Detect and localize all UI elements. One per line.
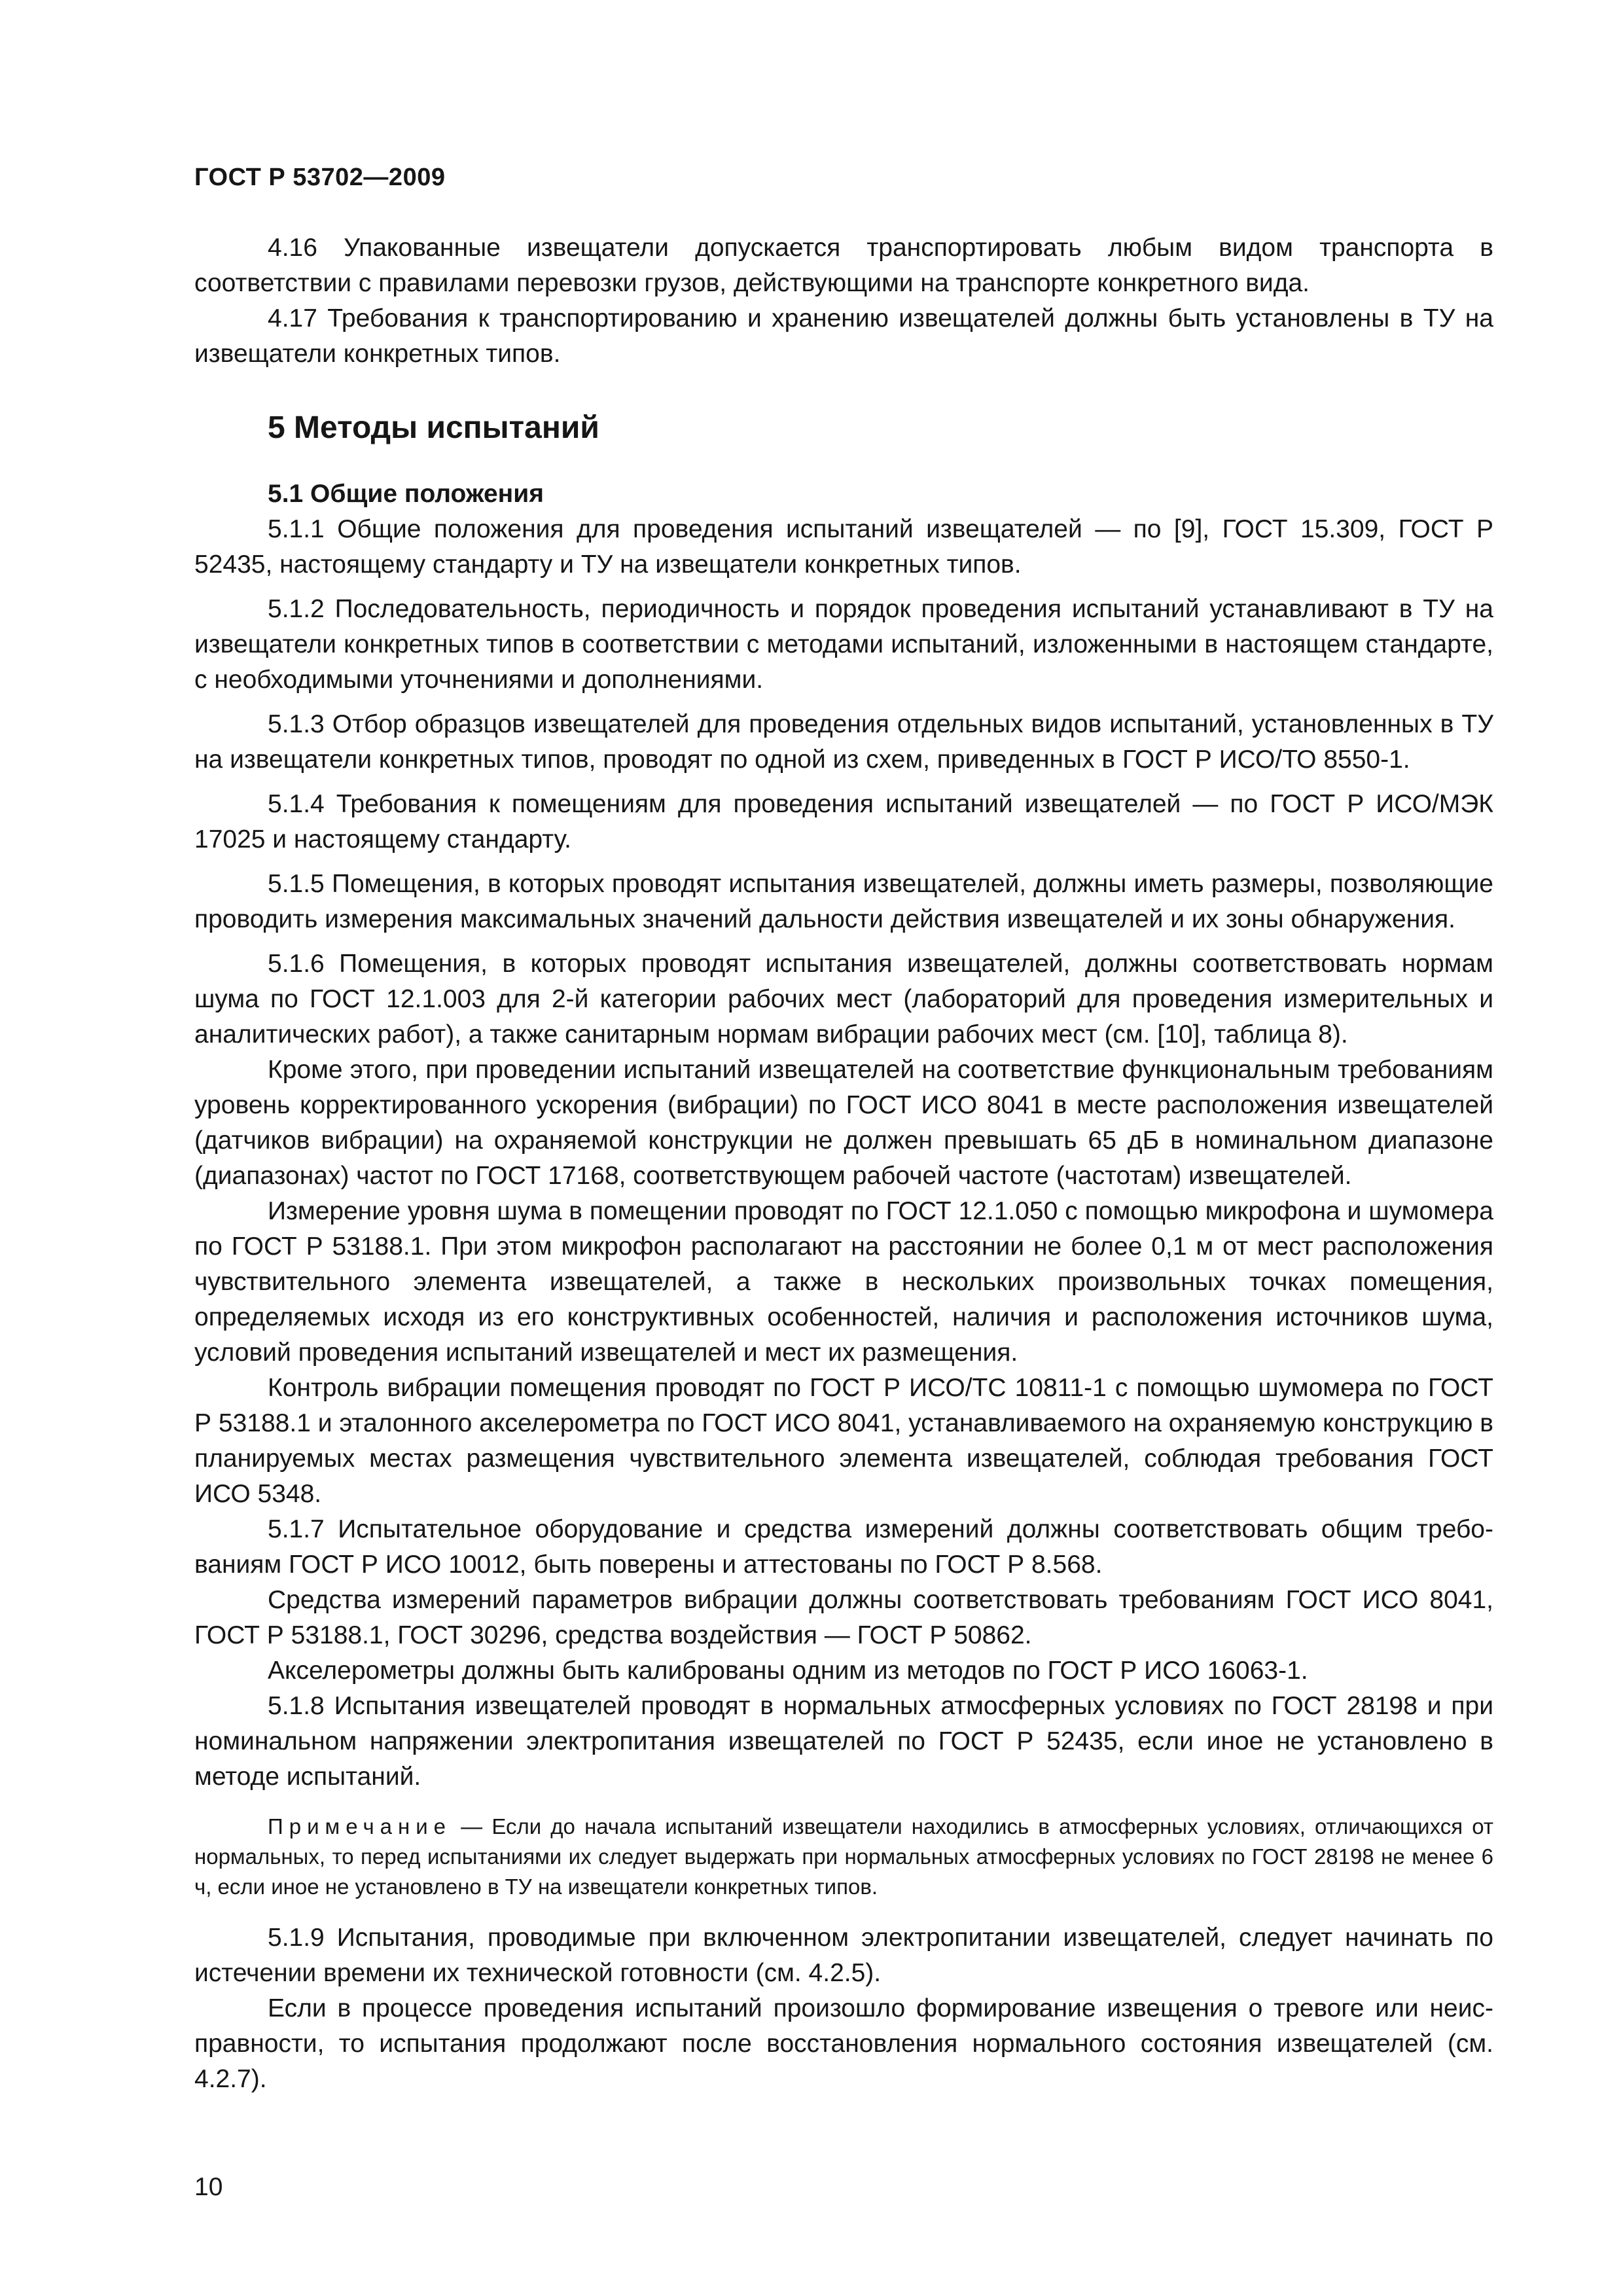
clause-5-1-2: 5.1.2 Последовательность, периодичность и порядок проведения испытаний устанавливают в ТУ на извещатели конкретных типов в соответствии с методами испытаний, изложенными в настоящем стандарте, с необходимыми уточнениями и дополнениями.	[194, 595, 1493, 694]
paragraph-vibration-control: Контроль вибрации помещения проводят по ГОСТ Р ИСО/ТС 10811-1 с помощью шумомера по ГОСТ Р 53188.1 и эталонного акселерометра по ГОСТ ИСО 8041, устанавливаемого на охраняемую конструкцию в планируемых местах размещения чувствительного элемента извещателей, соблюдая требования ГОСТ ИСО 5348.	[194, 1374, 1493, 1508]
paragraph-vibration-level: Кроме этого, при проведении испытаний извещателей на соответствие функциональным требованиям уровень корректированного ускорения (вибрации) по ГОСТ ИСО 8041 в месте расположения извещателей (датчиков вибрации) на охраняемой конструкции не должен превышать 65 дБ в номинальном диапазоне (диапазонах) частот по ГОСТ 17168, соответствующем рабочей частоте (частотам) извещателей.	[194, 1056, 1493, 1190]
section-heading: 5 Методы испытаний	[268, 410, 599, 445]
clause-5-1-5: 5.1.5 Помещения, в которых проводят испытания извещателей, должны иметь размеры, позволяющие проводить измерения максимальных значений дальности действия извещателей и их зоны обнаружения.	[194, 870, 1493, 933]
paragraph-noise-measurement: Измерение уровня шума в помещении проводят по ГОСТ 12.1.050 с помощью микрофона и шумомера по ГОСТ Р 53188.1. При этом микрофон располагают на расстоянии не более 0,1 м от мест расположения чувствительного элемента извещателей, а также в нескольких произвольных точках помещения, определяемых исходя из его конструктивных особенностей, наличия и расположения источников шума, условий проведения испытаний извещателей и мест их размещения.	[194, 1197, 1493, 1367]
clause-5-1-7: 5.1.7 Испытательное оборудование и средства измерений должны соответствовать общим требованиям ГОСТ Р ИСО 10012, быть поверены и аттестованы по ГОСТ Р 8.568.	[194, 1515, 1493, 1579]
clause-5-1-9: 5.1.9 Испытания, проводимые при включенном электропитании извещателей, следует начинать по истечении времени их технической готовности (см. 4.2.5).	[194, 1924, 1493, 1987]
clause-5-1-3: 5.1.3 Отбор образцов извещателей для проведения отдельных видов испытаний, установленных в ТУ на извещатели конкретных типов, проводят по одной из схем, приведенных в ГОСТ Р ИСО/ТО 8550-1.	[194, 710, 1493, 774]
paragraph-vibration-instruments: Средства измерений параметров вибрации должны соответствовать требованиям ГОСТ ИСО 8041, ГОСТ Р 53188.1, ГОСТ 30296, средства воздействия — ГОСТ Р 50862.	[194, 1586, 1493, 1649]
document-body	[194, 230, 1493, 2097]
document-code-header: ГОСТ Р 53702—2009	[194, 164, 446, 191]
paragraph-accelerometers: Акселерометры должны быть калиброваны одним из методов по ГОСТ Р ИСО 16063-1.	[268, 1657, 1308, 1685]
clause-5-1-1: 5.1.1 Общие положения для проведения испытаний извещателей — по [9], ГОСТ 15.309, ГОСТ Р 52435, настоящему стандарту и ТУ на извещатели конкретных типов.	[194, 515, 1493, 579]
subsection-heading: 5.1 Общие положения	[268, 480, 544, 508]
clause-5-1-6: 5.1.6 Помещения, в которых проводят испытания извещателей, должны соответствовать нормам шума по ГОСТ 12.1.003 для 2-й категории рабочих мест (лабораторий для проведения измерительных и аналитических работ), а также санитарным нормам вибрации рабочих мест (см. [10], таблица 8).	[194, 950, 1493, 1049]
paragraph-alarm-restart: Если в процессе проведения испытаний произошло формирование извещения о тревоге или неисправности, то испытания продолжают после восстановления нормального состояния извещателей (см. 4.2.7).	[194, 1994, 1493, 2093]
note-block	[194, 1812, 1493, 1902]
note-text: — Если до начала испытаний извещатели находились в атмосферных условиях, отличающихся от нормальных, то перед испытаниями их следует выдержать при нормальных атмосферных условиях по ГОСТ 28198 не менее 6 ч, если иное не установлено в ТУ на извещатели конкретных типов.	[194, 1814, 1493, 1899]
page-number: 10	[194, 2173, 223, 2201]
note-label: Примечание	[268, 1814, 452, 1839]
clause-5-1-4: 5.1.4 Требования к помещениям для проведения испытаний извещателей — по ГОСТ Р ИСО/МЭК 17025 и настоящему стандарту.	[194, 790, 1493, 853]
clause-4-16: 4.16 Упакованные извещатели допускается транспортировать любым видом транспорта в соответствии с правилами перевозки грузов, действующими на транспорте конкретного вида.	[194, 234, 1493, 297]
clause-5-1-8: 5.1.8 Испытания извещателей проводят в нормальных атмосферных условиях по ГОСТ 28198 и при номинальном напряжении электропитания извещателей по ГОСТ Р 52435, если иное не установлено в методе испытаний.	[194, 1692, 1493, 1791]
clause-4-17: 4.17 Требования к транспортированию и хранению извещателей должны быть установлены в ТУ на извещатели конкретных типов.	[194, 304, 1493, 368]
